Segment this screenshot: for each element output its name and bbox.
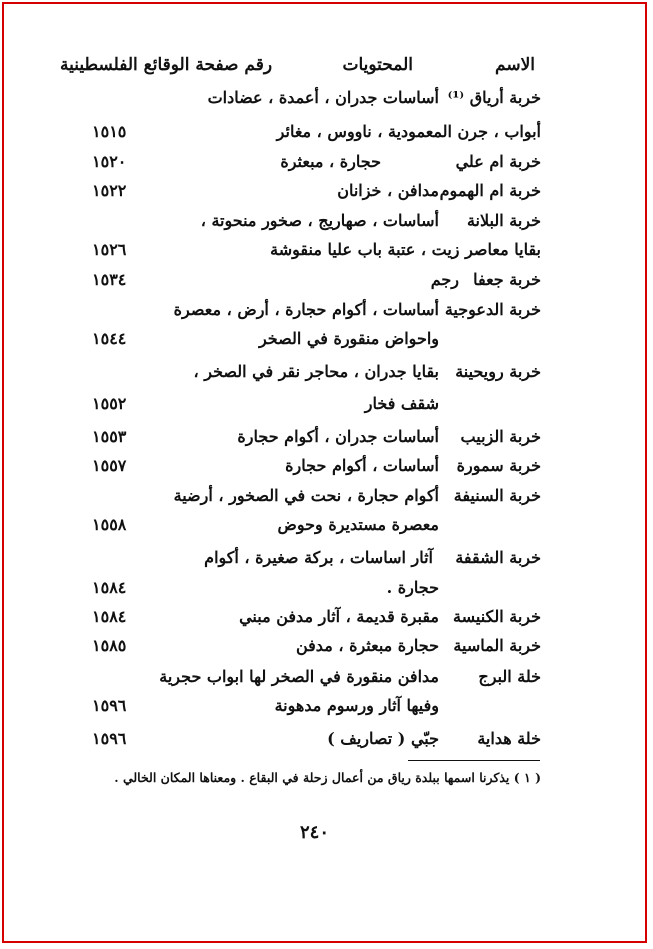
entry-contents: أبواب ، جرن المعمودية ، ناووس ، مغائر: [276, 122, 541, 141]
entry-contents: أكوام حجارة ، نحت في الصخور ، أرضية: [173, 486, 439, 505]
entry-page-ref: ١٥٨٤: [92, 607, 127, 626]
entry-contents: وفيها آثار ورسوم مدهونة: [274, 696, 439, 715]
header-contents: المحتويات: [342, 55, 413, 75]
entry-page-ref: ١٥٩٦: [92, 729, 127, 748]
entry-contents: معصرة مستديرة وحوض: [277, 515, 439, 534]
page-number: ٢٤٠: [300, 822, 330, 843]
entry-page-ref: ١٥٢٢: [92, 181, 127, 200]
entry-contents: آثار اساسات ، بركة صغيرة ، أكوام: [204, 548, 433, 567]
entry-page-ref: ١٥٥٣: [92, 427, 127, 446]
entry-page-ref: ١٥٣٤: [92, 270, 127, 289]
entry-page-ref: ١٥١٥: [92, 122, 127, 141]
entry-contents: أساسات ، أكوام حجارة: [285, 456, 439, 475]
entry-contents: حجارة ، مبعثرة: [280, 152, 381, 171]
entry-page-ref: ١٥٨٤: [92, 578, 127, 597]
entry-page-ref: ١٥٨٥: [92, 636, 127, 655]
entry-name: خلة هداية: [477, 729, 541, 748]
header-page-ref: رقم صفحة الوقائع الفلسطينية: [60, 55, 273, 75]
entry-name: خربة ام علي: [455, 152, 541, 171]
entry-name: خربة السنيفة: [453, 486, 541, 505]
entry-name: خلة البرج: [478, 667, 541, 686]
entry-contents: رجم: [430, 270, 459, 289]
entry-name: خربة الدعوجية: [444, 300, 541, 319]
entry-page-ref: ١٥٥٧: [92, 456, 127, 475]
entry-page-ref: ١٥٢٠: [92, 152, 127, 171]
entry-contents: بقايا جدران ، محاجر نقر في الصخر ،: [193, 362, 439, 381]
entry-contents: شقف فخار: [364, 394, 439, 413]
entry-page-ref: ١٥٤٤: [92, 329, 127, 348]
entry-contents: بقايا معاصر زيت ، عتبة باب عليا منقوشة: [270, 240, 541, 259]
entry-name: خربة أرياق ⁽¹⁾: [447, 88, 541, 107]
header-name: الاسم: [495, 55, 535, 75]
entry-contents: حجارة .: [386, 578, 439, 597]
entry-page-ref: ١٥٥٢: [92, 394, 127, 413]
entry-contents: أساسات ، صهاريج ، صخور منحوتة ،: [200, 211, 439, 230]
entry-page-ref: ١٥٢٦: [92, 240, 127, 259]
entry-name: خربة سمورة: [456, 456, 541, 475]
entry-contents: مدافن منقورة في الصخر لها ابواب حجرية: [159, 667, 439, 686]
footnote-divider: [408, 760, 540, 761]
footnote: ( ١ ) يذكرنا اسمها ببلدة رياق من أعمال زحلة في البقاع . ومعناها المكان الخالي .: [114, 770, 541, 785]
entry-contents: واحواض منقورة في الصخر: [258, 329, 439, 348]
entry-page-ref: ١٥٩٦: [92, 696, 127, 715]
entry-name: خربة الزبيب: [460, 427, 541, 446]
entry-name: خربة ام الهموم: [439, 181, 541, 200]
entry-name: خربة الكنيسة: [453, 607, 541, 626]
entry-contents: مدافن ، خزانان: [337, 181, 439, 200]
entry-contents: مقبرة قديمة ، آثار مدفن مبني: [239, 607, 439, 626]
entry-contents: أساسات جدران ، أعمدة ، عضادات: [207, 88, 439, 107]
entry-name: خربة الشقفة: [455, 548, 541, 567]
entry-contents: حجارة مبعثرة ، مدفن: [295, 636, 439, 655]
entry-name: خربة البلانة: [466, 211, 541, 230]
entry-page-ref: ١٥٥٨: [92, 515, 127, 534]
entry-contents: جبّي ( تصاريف ): [327, 729, 439, 748]
entry-contents: أساسات ، أكوام حجارة ، أرض ، معصرة: [173, 300, 439, 319]
entry-name: خربة جعفا: [473, 270, 541, 289]
entry-name: خربة الماسية: [453, 636, 541, 655]
entry-contents: أساسات جدران ، أكوام حجارة: [237, 427, 439, 446]
entry-name: خربة رويحينة: [455, 362, 541, 381]
